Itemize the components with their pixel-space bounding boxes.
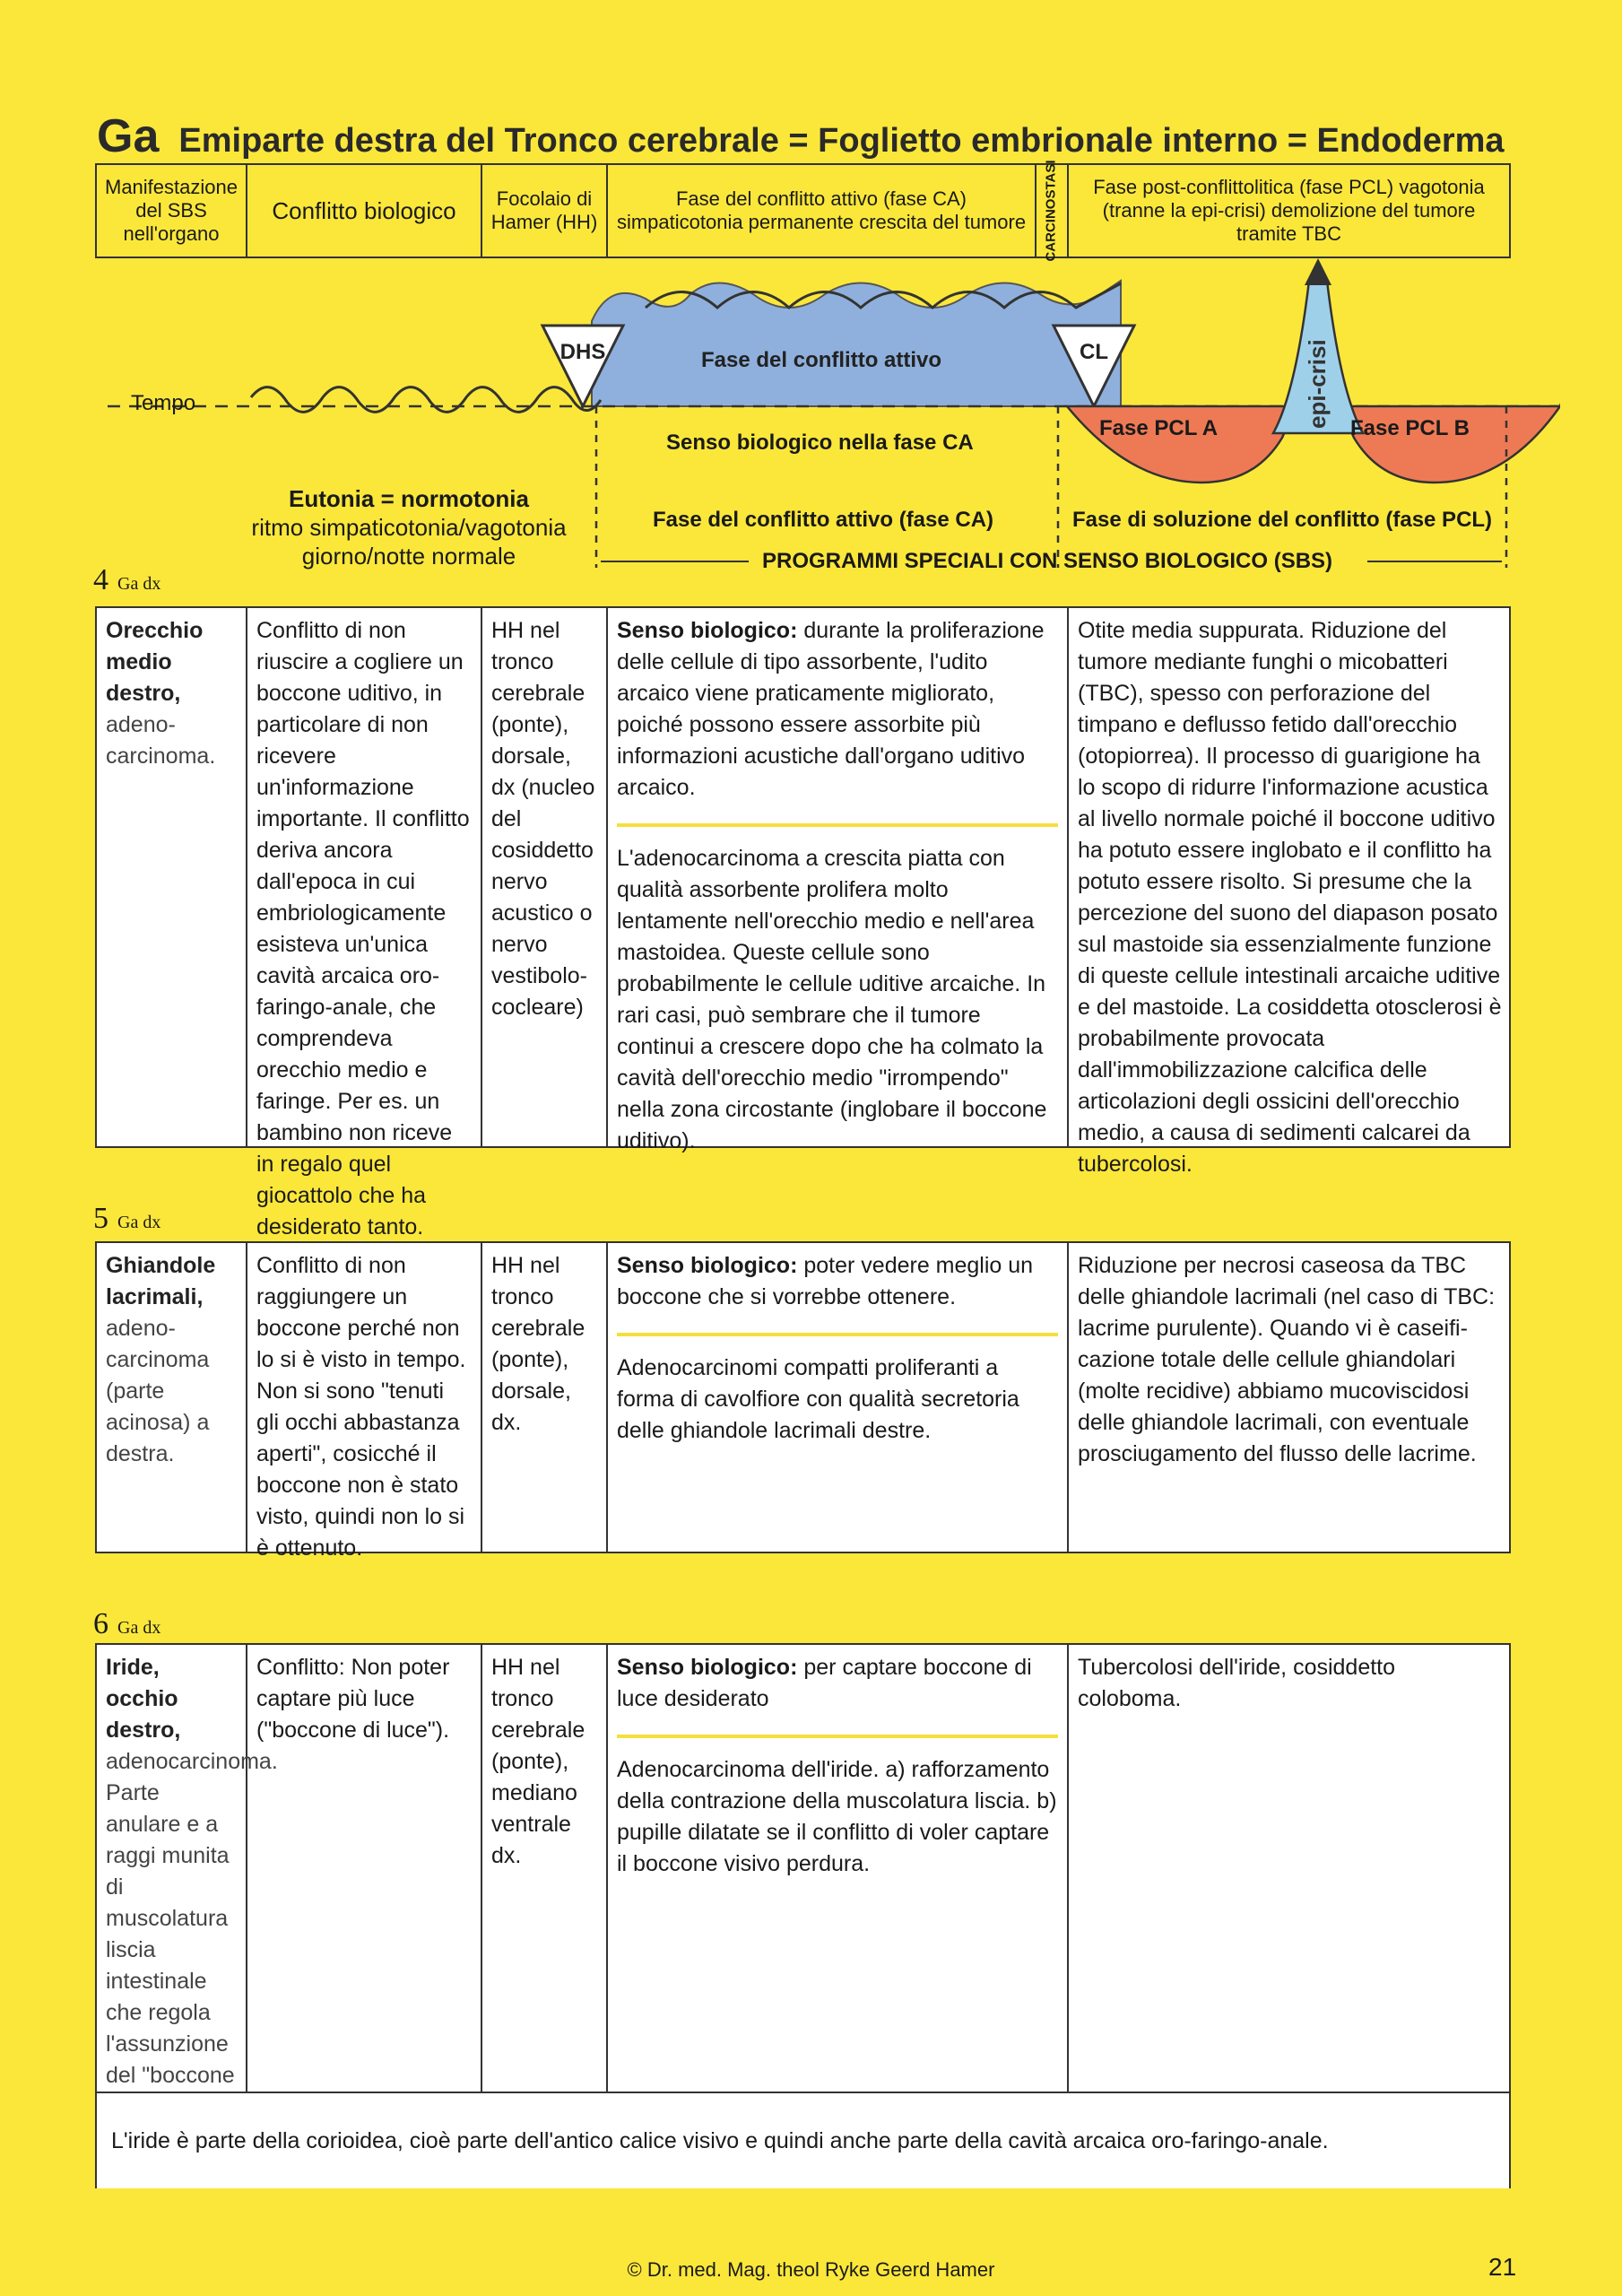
section-6-manifestation: Iride, occhio destro, adenocarcinoma. Parte anulare e a raggi munita di muscolatura liscia intestinale che regola l'assunzione del "boccone [97, 1645, 247, 2092]
section-4-pcl-phase: Otite media suppurata. Riduzione del tumore mediante funghi o micobatteri (TBC), spesso con perforazione del timpano e deflusso fetido dall'orecchio (otopiorrea). Il processo di guarigione ha lo scopo di ridurre l'informazione acustica al livello normale poiché il boccone uditivo ha potuto essere inglobato e il conflitto ha potuto essere risolto. Si presume che la percezione del suono del diapason posato sul mastoide sia essenzialmente funzione di queste cellule intestinali arcaiche uditive e del mastoide. La cosiddetta otosclerosi è probabilmente provocata dall'immobilizzazione calcifica delle articolazioni degli ossicini dell'orecchio medio, a causa di sedimenti calcarei da tubercolosi. [1078, 618, 1502, 1177]
section-6-pcl-phase: Tubercolosi dell'iride, cosiddetto coloboma. [1078, 1655, 1396, 1711]
header-carcinostasi: CARCINOSTASI [1044, 160, 1059, 262]
active-phase-label: Fase del conflitto attivo [701, 348, 942, 372]
pcl-b-label: Fase PCL B [1350, 416, 1470, 440]
active-phase-area [592, 281, 1121, 406]
tempo-label: Tempo [131, 391, 196, 415]
section-5-ca-phase [608, 1243, 1069, 1552]
eutonia-line-3: giorno/notte normale [301, 543, 516, 570]
section-6-ca-phase [608, 1645, 1069, 2092]
normotonia-wave [251, 387, 601, 413]
section-5-focus: HH nel tronco cerebrale (ponte), dorsale, dx. [482, 1243, 608, 1552]
epi-crisis-arrow [1305, 258, 1331, 285]
senso-ca-label: Senso biologico nella fase CA [666, 430, 974, 455]
pcl-a-label: Fase PCL A [1099, 416, 1219, 440]
header-conflitto: Conflitto biologico [246, 163, 481, 258]
section-5-senso-2: Adenocarcinomi compatti proliferanti a forma di cavolfiore con qualità secretoria delle ghiandole lacrimali destre. [617, 1355, 1019, 1443]
section-5-table [95, 1241, 1511, 1561]
fase-ca-label: Fase del conflitto attivo (fase CA) [653, 508, 994, 532]
header-manifestazione: Manifestazione del SBS nell'organo [95, 163, 246, 258]
section-5-senso: Senso biologico: poter vedere meglio un boccone che si vorrebbe ottenere. [617, 1253, 1034, 1309]
header-focolaio: Focolaio di Hamer (HH) [481, 163, 606, 258]
section-6-senso: Senso biologico: per captare boccone di luce desiderato [617, 1655, 1032, 1711]
fase-pcl-label: Fase di soluzione del conflitto (fase PCL) [1072, 508, 1493, 532]
copyright-footer: © Dr. med. Mag. theol Ryke Geerd Hamer [627, 2258, 995, 2281]
eutonia-line-1: Eutonia = normotonia [289, 485, 529, 512]
section-5-separator [617, 1333, 1058, 1336]
cl-label: CL [1080, 340, 1108, 364]
page-number: 21 [1488, 2253, 1517, 2281]
section-4-conflict: Conflitto di non riuscire a cogliere un boccone uditivo, in particolare di non ricevere un'informazione importante. Il conflitto deriva ancora dall'epoca in cui embriologicamente esisteva un'unica cavità arcaica oro-faringo-anale, che comprendeva orecchio medio e faringe. Per es. un bambino non riceve in regalo quel giocattolo che ha desiderato tanto. [247, 608, 482, 1146]
section-5-number: 5 Ga dx [93, 1202, 161, 1235]
section-6-note: L'iride è parte della corioidea, cioè parte dell'antico calice visivo e quindi anche parte della cavità arcaica oro-faringo-anale. [97, 2092, 1509, 2188]
section-5-conflict: Conflitto di non raggiungere un boccone perché non lo si è visto in tempo. Non si sono "tenuti gli occhi abbastanza aperti", cosicché il boccone non è stato visto, quindi non lo si è ottenuto. [247, 1243, 482, 1552]
section-5-pcl-phase: Riduzione per necrosi caseosa da TBC delle ghiandole lacrimali (nel caso di TBC: lacrime purulente). Quando vi è caseifi-cazione totale delle cellule ghiandolari (molte recidive) abbiamo mucoviscidosi delle ghiandole lacrimali, con eventuale prosciugamento del flusso delle lacrime. [1078, 1253, 1496, 1466]
header-carcinostasi-cell [1035, 160, 1067, 262]
section-4-senso: Senso biologico: durante la proliferazione delle cellule di tipo assorbente, l'udito arcaico viene praticamente migliorato, poiché possono essere assorbite più informazioni acustiche dall'organo uditivo arcaico. [617, 618, 1045, 800]
eutonia-line-2: ritmo simpaticotonia/vagotonia [251, 514, 567, 541]
section-6-focus: HH nel tronco cerebrale (ponte), mediano ventrale dx. [482, 1645, 608, 2092]
page-title [97, 109, 1505, 163]
dhs-label: DHS [559, 340, 606, 364]
programmi-label: PROGRAMMI SPECIALI CON SENSO BIOLOGICO (SBS) [762, 549, 1333, 573]
section-6-table [95, 1643, 1511, 2188]
section-4-senso-2: L'adenocarcinoma a crescita piatta con qualità assorbente prolifera molto lentamente nell'orecchio medio e nell'area mastoidea. Queste cellule sono probabilmente le cellule uditive arcaiche. In rari casi, può sembrare che il tumore continui a crescere dopo che ha colmato la cavità dell'orecchio medio "irrompendo" nella zona circostante (inglobare il boccone uditivo). [617, 846, 1047, 1153]
header-fase-ca: Fase del conflitto attivo (fase CA) simpaticotonia permanente crescita del tumore [606, 163, 1035, 258]
section-4-manifestation: Orecchio medio destro, adeno-carcinoma. [97, 608, 247, 1146]
header-fase-pcl: Fase post-conflittolitica (fase PCL) vagotonia (tranne la epi-crisi) demolizione del tumore tramite TBC [1067, 163, 1511, 258]
title-text: Emiparte destra del Tronco cerebrale = Foglietto embrionale interno = Endoderma [178, 122, 1505, 160]
section-6-senso-2: Adenocarcinoma dell'iride. a) rafforzamento della contrazione della muscolatura liscia. b) pupille dilatate se il conflitto di voler captare il boccone visivo perdura. [617, 1757, 1057, 1876]
section-6-separator [617, 1735, 1058, 1738]
epicrisi-label: epi-crisi [1304, 339, 1331, 429]
eutonia-block [235, 484, 583, 570]
section-5-manifestation: Ghiandole lacrimali, adeno-carcinoma (parte acinosa) a destra. [97, 1243, 247, 1552]
section-4-ca-phase [608, 608, 1069, 1153]
section-6-conflict: Conflitto: Non poter captare più luce ("boccone di luce"). [247, 1645, 482, 2092]
section-4-focus: HH nel tronco cerebrale (ponte), dorsale, dx (nucleo del cosiddetto nervo acustico o nervo vestibolo-cocleare) [482, 608, 608, 1146]
section-4-separator [617, 823, 1058, 827]
section-6-row [97, 1645, 1509, 2092]
section-4-number: 4 Ga dx [93, 563, 161, 596]
section-6-number: 6 Ga dx [93, 1607, 161, 1640]
title-code: Ga [97, 110, 160, 162]
